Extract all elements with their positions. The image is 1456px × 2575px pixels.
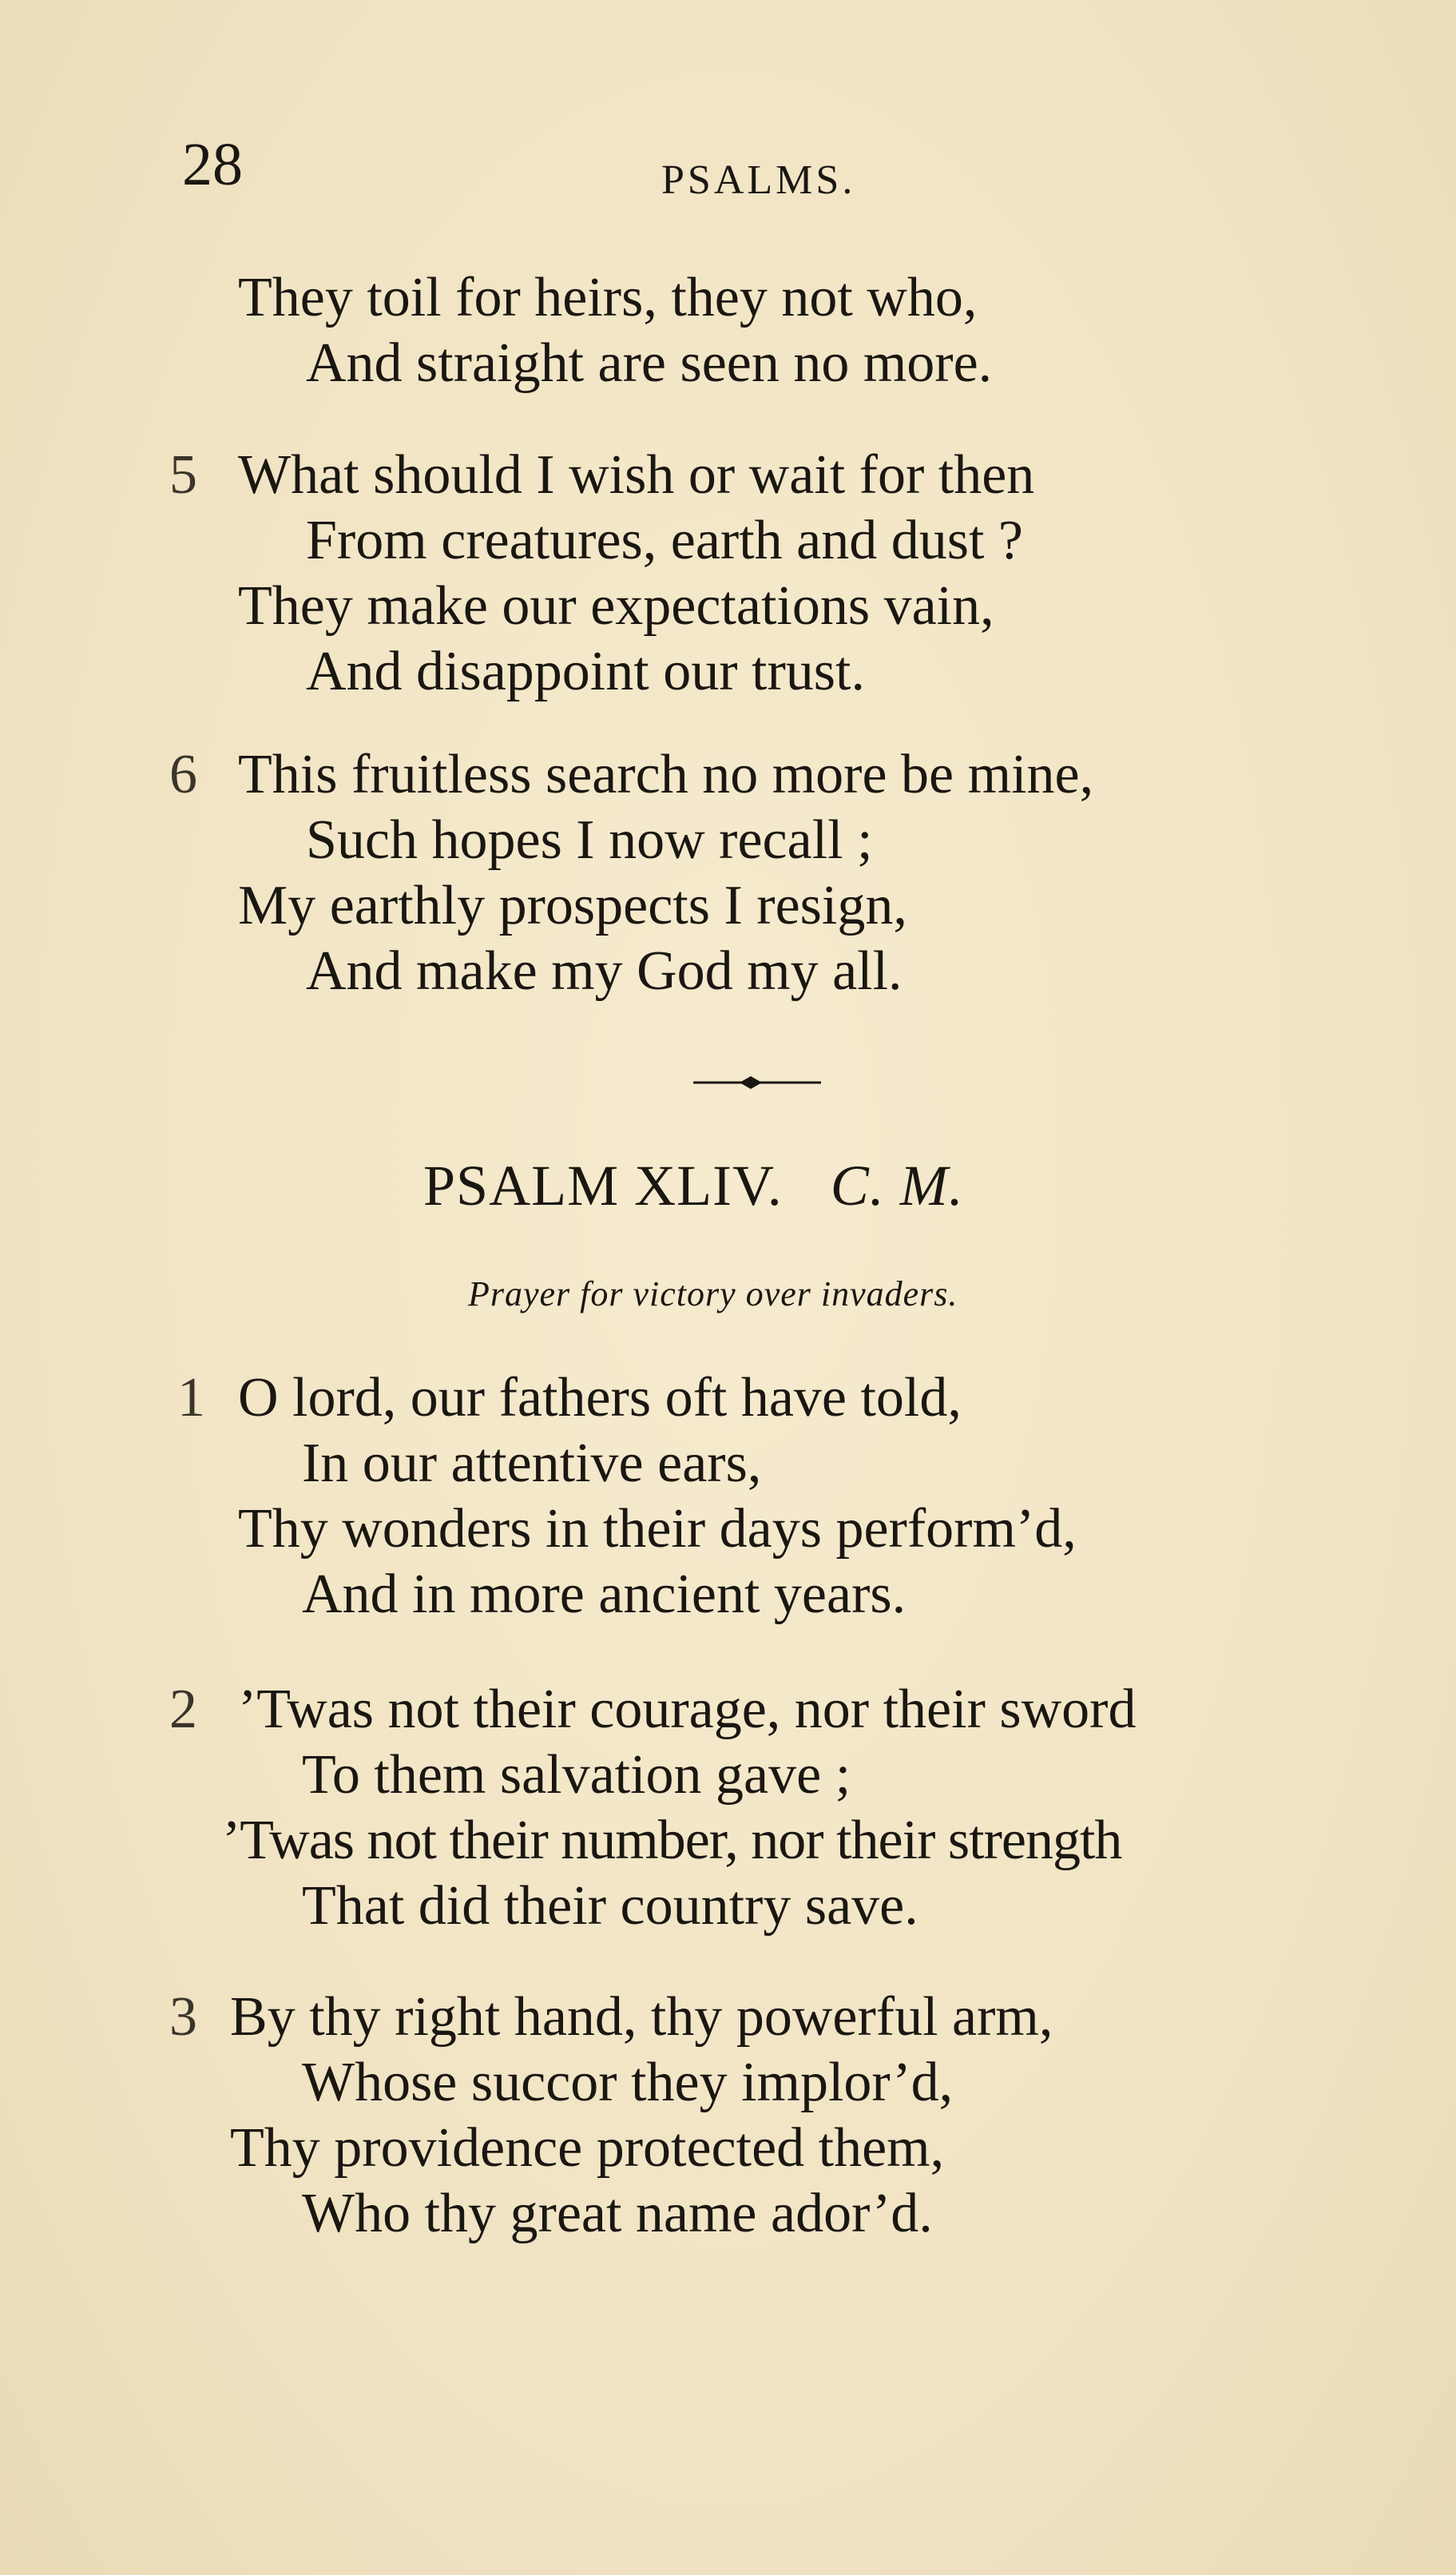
page-number: 28 xyxy=(182,131,243,198)
verse-line: Such hopes I now recall ; xyxy=(306,809,873,871)
verse-line: ’Twas not their number, nor their strength xyxy=(222,1810,1122,1871)
verse-line: Thy providence protected them, xyxy=(230,2117,945,2179)
verse-line: This fruitless search no more be mine, xyxy=(238,744,1094,805)
psalm-title xyxy=(423,1154,964,1218)
verse-number: 6 xyxy=(169,744,197,805)
verse-line: From creatures, earth and dust ? xyxy=(306,510,1024,571)
verse-line: And in more ancient years. xyxy=(302,1564,907,1625)
verse-line: Thy wonders in their days perform’d, xyxy=(238,1498,1077,1560)
verse-line: To them salvation gave ; xyxy=(302,1744,851,1806)
verse-line: ’Twas not their courage, nor their sword xyxy=(238,1679,1137,1740)
verse-number: 1 xyxy=(177,1367,205,1429)
continuation-line: They toil for heirs, they not who, xyxy=(238,267,978,328)
verse-line: And disappoint our trust. xyxy=(306,641,865,702)
verse-line: They make our expectations vain, xyxy=(238,575,994,637)
psalm-meter: C. M. xyxy=(830,1154,964,1218)
verse-number: 5 xyxy=(169,444,197,506)
verse-line: In our attentive ears, xyxy=(302,1433,762,1494)
verse-line: And make my God my all. xyxy=(306,940,903,1002)
verse-line: My earthly prospects I resign, xyxy=(238,875,907,936)
verse-line: That did their country save. xyxy=(302,1875,918,1937)
psalm-subtitle: Prayer for victory over invaders. xyxy=(468,1274,958,1313)
continuation-line: And straight are seen no more. xyxy=(306,332,993,394)
verse-line: What should I wish or wait for then xyxy=(238,444,1035,506)
verse-number: 3 xyxy=(169,1986,197,2048)
ornament-divider xyxy=(693,1071,821,1095)
verse-line: By thy right hand, thy powerful arm, xyxy=(230,1986,1053,2048)
psalm-heading: PSALM XLIV. xyxy=(423,1154,783,1218)
verse-line: O lord, our fathers oft have told, xyxy=(238,1367,962,1429)
verse-number: 2 xyxy=(169,1679,197,1740)
running-title: PSALMS. xyxy=(661,157,856,203)
verse-line: Whose succor they implor’d, xyxy=(302,2052,954,2113)
verse-line: Who thy great name ador’d. xyxy=(302,2183,933,2244)
